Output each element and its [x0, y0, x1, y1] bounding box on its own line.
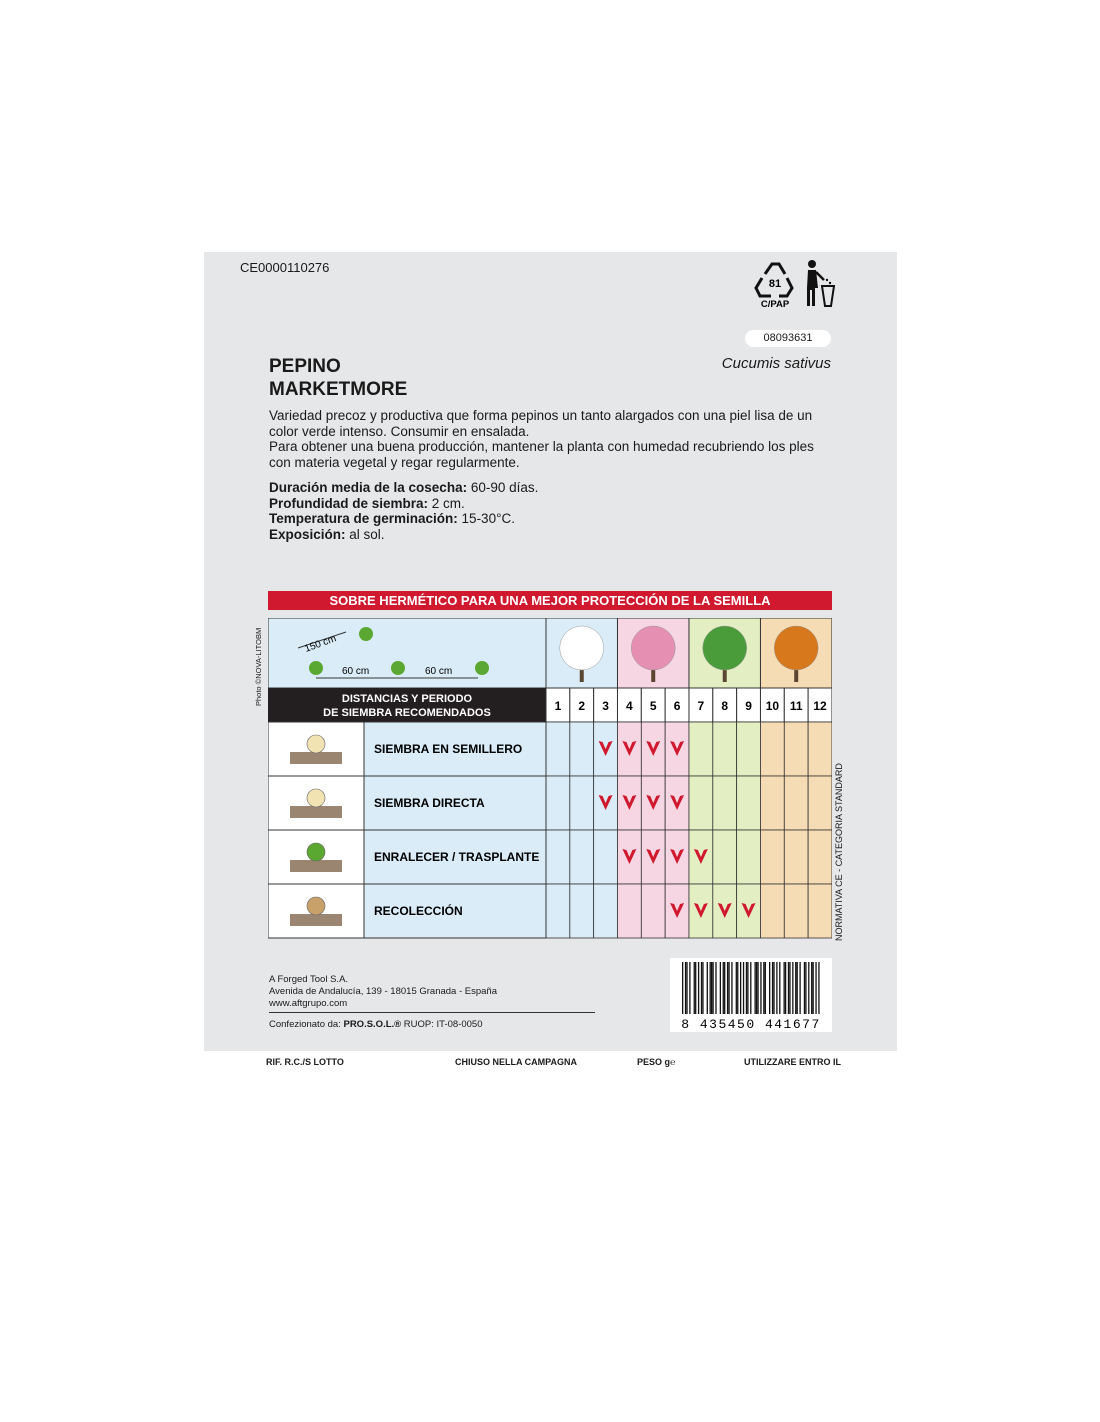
barcode-bar	[773, 962, 774, 1014]
plant-spacing-b: 60 cm	[425, 666, 453, 677]
calendar-cell	[594, 884, 618, 938]
photo-credit	[252, 618, 264, 708]
barcode-bar	[813, 962, 814, 1014]
barcode-bar	[711, 962, 712, 1014]
tree-crown-autumn	[774, 626, 818, 670]
spec-exposure	[269, 527, 538, 543]
barcode	[670, 958, 832, 1032]
calendar-cell	[713, 722, 737, 776]
barcode-bar	[769, 962, 770, 1014]
calendar-cell	[808, 830, 832, 884]
divider	[269, 1012, 595, 1013]
calendar-cell	[570, 830, 594, 884]
product-title	[269, 355, 407, 401]
barcode-bar	[750, 962, 751, 1014]
calendar-cell	[617, 884, 641, 938]
barcode-bar	[686, 962, 687, 1014]
month-label: 7	[697, 699, 705, 713]
barcode-bar	[808, 962, 809, 1014]
barcode-bar	[707, 962, 708, 1014]
month-label: 5	[649, 699, 657, 713]
row-spacing-label: 150 cm	[303, 633, 338, 655]
confection-prefix: Confezionato da:	[269, 1019, 344, 1030]
spec-depth	[269, 496, 538, 512]
calendar-cell	[760, 884, 784, 938]
footer-peso: PESO g℮	[637, 1057, 676, 1067]
calendar-cell	[570, 884, 594, 938]
barcode-bar	[731, 962, 732, 1014]
spec-value: 15-30°C.	[457, 511, 515, 526]
calendar-cell	[689, 776, 713, 830]
barcode-bar	[785, 962, 786, 1014]
footer-utilizzare: UTILIZZARE ENTRO IL	[744, 1057, 841, 1067]
table-header-line-1: DISTANCIAS Y PERIODO	[341, 693, 473, 705]
barcode-bar	[736, 962, 737, 1014]
month-label: 9	[745, 699, 752, 713]
month-label: 3	[602, 699, 609, 713]
barcode-bar	[695, 962, 696, 1014]
barcode-bar	[727, 962, 728, 1014]
barcode-bar	[747, 962, 748, 1014]
photo-credit-text: Photo ©NOVA-LITOBM	[254, 627, 263, 706]
calendar-cell	[713, 776, 737, 830]
calendar-cell	[784, 722, 808, 776]
company-info	[269, 974, 497, 1010]
barcode-bar	[776, 962, 777, 1014]
description-line: Para obtener una buena producción, mantener la planta con humedad recubriendo los ples	[269, 439, 814, 454]
barcode-bar	[723, 962, 724, 1014]
activity-label: RECOLECCIÓN	[374, 904, 463, 918]
month-label: 12	[813, 699, 827, 713]
company-name: A Forged Tool S.A.	[269, 974, 349, 985]
product-code: CE0000110276	[240, 260, 330, 275]
icon-soil	[290, 752, 342, 764]
calendar-cell	[546, 830, 570, 884]
company-website: www.aftgrupo.com	[269, 998, 348, 1009]
icon-soil	[290, 914, 342, 926]
confection-info	[269, 1019, 482, 1030]
barcode-bar	[694, 962, 695, 1014]
barcode-digits: 8 435450 441677	[681, 1017, 821, 1032]
tidyman-bin-icon	[802, 258, 836, 308]
footer-rif: RIF. R.C./S LOTTO	[266, 1057, 344, 1067]
month-label: 4	[626, 699, 633, 713]
activity-label: SIEMBRA DIRECTA	[374, 796, 485, 810]
icon-soil	[290, 860, 342, 872]
barcode-bar	[805, 962, 806, 1014]
month-label: 6	[673, 699, 681, 713]
activity-label: SIEMBRA EN SEMILLERO	[374, 742, 523, 756]
barcode-bar	[724, 962, 725, 1014]
hermetic-banner: SOBRE HERMÉTICO PARA UNA MEJOR PROTECCIÓN DE LA SEMILLA	[268, 591, 832, 610]
barcode-bar	[797, 962, 798, 1014]
calendar-cell	[737, 830, 761, 884]
icon-detail	[307, 897, 325, 915]
barcode-bar	[763, 962, 764, 1014]
barcode-bar	[760, 962, 761, 1014]
barcode-bar	[755, 962, 756, 1014]
calendar-cell	[641, 884, 665, 938]
tree-crown-summer	[703, 626, 747, 670]
calendar-cell	[570, 776, 594, 830]
barcode-bar	[746, 962, 747, 1014]
calendar-cell	[546, 722, 570, 776]
month-label: 11	[789, 699, 803, 713]
calendar-cell	[760, 722, 784, 776]
calendar-cell	[784, 884, 808, 938]
barcode-bar	[815, 962, 816, 1014]
barcode-bar	[701, 962, 702, 1014]
month-label: 10	[765, 699, 780, 713]
barcode-bar	[682, 962, 683, 1014]
spec-value: al sol.	[345, 526, 385, 542]
title-line-2: MARKETMORE	[269, 379, 408, 400]
barcode-bar	[689, 962, 690, 1014]
barcode-bar	[789, 962, 790, 1014]
barcode-bar	[795, 962, 796, 1014]
barcode-bar	[715, 962, 716, 1014]
barcode-bar	[756, 962, 757, 1014]
spec-label: Exposición:	[269, 526, 346, 542]
month-label: 2	[578, 699, 586, 713]
month-label: 1	[554, 699, 562, 713]
barcode-bar	[765, 962, 766, 1014]
icon-detail	[307, 843, 325, 861]
calendar-cell	[808, 884, 832, 938]
calendar-cell	[760, 776, 784, 830]
spec-label: Profundidad de siembra:	[269, 495, 429, 511]
barcode-bar	[784, 962, 785, 1014]
calendar-cell	[737, 722, 761, 776]
calendar-cell	[546, 776, 570, 830]
calendar-cell	[546, 884, 570, 938]
confection-brand: PRO.S.O.L.®	[343, 1019, 402, 1030]
barcode-bar	[728, 962, 729, 1014]
calendar-cell	[784, 830, 808, 884]
icon-soil	[290, 806, 342, 818]
tree-crown-spring	[631, 626, 675, 670]
footer-campagna: CHIUSO NELLA CAMPAGNA	[455, 1057, 577, 1067]
latin-name: Cucumis sativus	[721, 355, 831, 372]
title-line-1: PEPINO	[269, 356, 341, 377]
barcode-bar	[740, 962, 741, 1014]
confection-suffix: RUOP: IT-08-0050	[401, 1019, 483, 1030]
specs-list	[269, 480, 538, 542]
barcode-bar	[743, 962, 744, 1014]
description-line: con materia vegetal y regar regularmente.	[269, 454, 520, 470]
company-address: Avenida de Andalucía, 139 - 18015 Granada - España	[269, 986, 497, 997]
barcode-bar	[712, 962, 713, 1014]
spec-value: 60-90 días.	[467, 480, 539, 495]
calendar-cell	[737, 776, 761, 830]
barcode-bar	[811, 962, 812, 1014]
barcode-bar	[710, 962, 711, 1014]
description-line: Variedad precoz y productiva que forma pepinos un tanto alargados con una piel lisa de un	[269, 408, 813, 423]
recycle-icon	[752, 260, 798, 308]
icon-detail	[307, 735, 325, 753]
description	[269, 408, 839, 470]
barcode-bar	[779, 962, 780, 1014]
description-line: color verde intenso. Consumir en ensalada.	[269, 423, 530, 439]
icon-detail	[307, 789, 325, 807]
calendar-cell	[594, 830, 618, 884]
barcode-bar	[737, 962, 738, 1014]
plant-spacing-a: 60 cm	[342, 666, 370, 677]
barcode-bar	[799, 962, 800, 1014]
sowing-calendar	[268, 618, 832, 940]
activity-label: ENRALECER / TRASPLANTE	[374, 850, 540, 864]
calendar-cell	[713, 830, 737, 884]
calendar-cell	[570, 722, 594, 776]
barcode-bar	[757, 962, 758, 1014]
tree-crown-winter	[560, 626, 604, 670]
calendar-cell	[760, 830, 784, 884]
recycle-material: C/PAP	[760, 299, 790, 308]
spec-label: Temperatura de germinación:	[269, 511, 458, 526]
calendar-cell	[808, 776, 832, 830]
normativa-label	[834, 745, 848, 941]
barcode-bar	[698, 962, 699, 1014]
spec-label: Duración media de la cosecha:	[269, 480, 468, 495]
spec-temperature	[269, 511, 538, 527]
month-label: 8	[721, 699, 729, 713]
barcode-bar	[685, 962, 686, 1014]
spec-value: 2 cm.	[428, 495, 465, 511]
lot-code: 08093631	[745, 330, 831, 347]
barcode-bar	[818, 962, 819, 1014]
seed-packet-back	[204, 252, 897, 1051]
table-header-line-2: DE SIEMBRA RECOMENDADOS	[323, 707, 491, 719]
spec-harvest	[269, 480, 538, 496]
calendar-cell	[784, 776, 808, 830]
recycle-number: 81	[768, 278, 782, 290]
barcode-bar	[772, 962, 773, 1014]
calendar-cell	[689, 722, 713, 776]
barcode-bar	[792, 962, 793, 1014]
barcode-bar	[702, 962, 703, 1014]
calendar-cell	[808, 722, 832, 776]
normativa-text: NORMATIVA CE - CATEGORIA STANDARD	[834, 763, 844, 941]
barcode-bar	[788, 962, 789, 1014]
barcode-bar	[720, 962, 721, 1014]
barcode-bar	[804, 962, 805, 1014]
